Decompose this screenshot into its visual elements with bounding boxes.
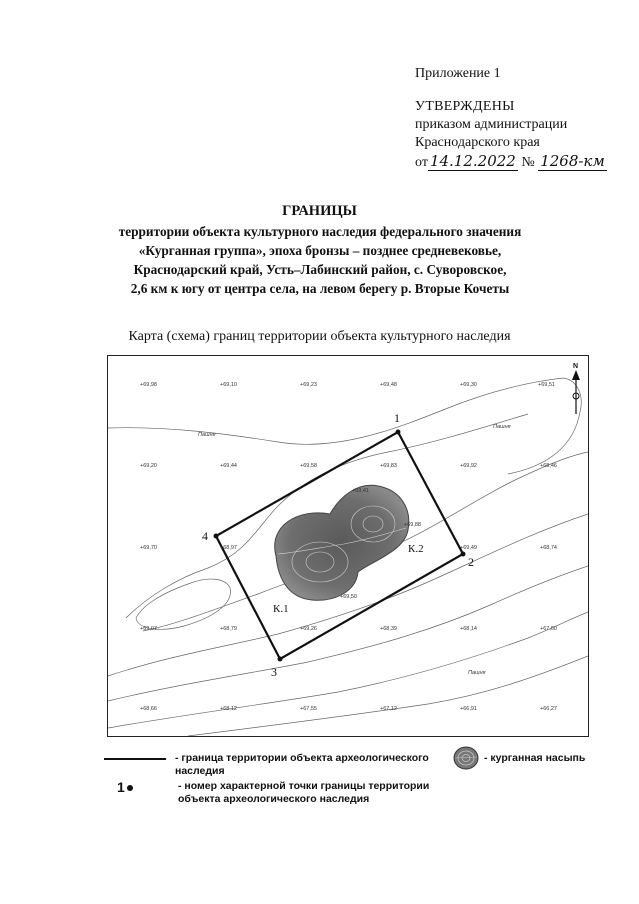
elevation-mark: +69,92 <box>460 463 477 469</box>
land-label: Пашня <box>468 670 486 676</box>
approval-block <box>415 98 607 172</box>
elevation-mark: +69,58 <box>300 463 317 469</box>
land-label: Пашня <box>493 424 511 430</box>
boundary-map <box>107 355 589 737</box>
elevation-mark: +69,23 <box>300 382 317 388</box>
elevation-mark: +69,83 <box>380 463 397 469</box>
elevation-mark: +69,44 <box>220 463 237 469</box>
point-label: 4 <box>202 529 208 543</box>
subtitle-line: территории объекта культурного наследия федерального значения <box>118 224 522 239</box>
elevation-mark: +69,88 <box>404 522 421 528</box>
approval-date-number <box>415 152 607 172</box>
number-prefix: № <box>521 155 535 170</box>
boundary-point-1 <box>396 430 401 435</box>
elevation-mark: +69,48 <box>380 382 397 388</box>
elevation-mark: +69,20 <box>140 463 157 469</box>
elevation-mark: +68,74 <box>540 545 557 551</box>
elevation-mark: +69,49 <box>460 545 477 551</box>
subtitle-line: 2,6 км к югу от центра села, на левом берегу р. Вторые Кочеты <box>130 281 510 296</box>
elevation-mark: +68,46 <box>540 463 557 469</box>
legend-boundary-text: - граница территории объекта археологического наследия <box>175 752 429 777</box>
mound-legend-icon <box>453 746 479 770</box>
date-value: 14.12.2022 <box>429 152 516 170</box>
elevation-mark: +69,70 <box>140 545 157 551</box>
elevation-mark: +69,50 <box>340 594 357 600</box>
point-label: 2 <box>468 555 474 569</box>
north-label: N <box>573 363 579 370</box>
elevation-mark: +69,51 <box>538 382 555 388</box>
elevation-mark: +66,91 <box>460 706 477 712</box>
boundary-point-2 <box>461 552 466 557</box>
date-prefix: от <box>415 155 428 170</box>
elevation-mark: +68,79 <box>220 626 237 632</box>
elevation-mark: +69,10 <box>220 382 237 388</box>
elevation-mark: +68,12 <box>220 706 237 712</box>
elevation-mark: +68,66 <box>140 706 157 712</box>
elevation-mark: +68,14 <box>460 626 477 632</box>
elevation-mark: +69,07 <box>140 626 157 632</box>
number-value: 1268-км <box>540 152 605 170</box>
elevation-mark: +67,60 <box>540 626 557 632</box>
approved-line-1: приказом администрации <box>415 117 568 132</box>
elevation-mark: +69,98 <box>140 382 157 388</box>
boundary-point-3 <box>278 657 283 662</box>
land-label: Пашня <box>198 432 216 438</box>
map-svg <box>108 356 588 736</box>
legend-boundary-line <box>104 758 166 760</box>
document-title: ГРАНИЦЫ <box>282 203 357 219</box>
boundary-point-4 <box>214 534 219 539</box>
mound-label: К.1 <box>273 603 289 615</box>
elevation-mark: +68,97 <box>220 545 237 551</box>
appendix-label: Приложение 1 <box>415 66 501 81</box>
elevation-mark: +69,26 <box>300 626 317 632</box>
subtitle-line: «Курганная группа», эпоха бронзы – позднее средневековье, <box>138 243 502 258</box>
legend-point-text: - номер характерной точки границы территории объекта археологического наследия <box>178 780 430 805</box>
mound-label: К.2 <box>408 543 424 555</box>
elevation-mark: +69,41 <box>352 488 369 494</box>
elevation-mark: +67,55 <box>300 706 317 712</box>
elevation-mark: +66,27 <box>540 706 557 712</box>
subtitle-line: Краснодарский край, Усть–Лабинский район, с. Суворовское, <box>133 262 507 277</box>
elevation-mark: +69,30 <box>460 382 477 388</box>
kurgan-mounds <box>275 485 409 600</box>
document-subtitle <box>100 222 540 298</box>
map-caption: Карта (схема) границ территории объекта культурного наследия <box>128 329 511 344</box>
point-label: 1 <box>394 411 400 425</box>
point-label: 3 <box>271 665 277 679</box>
legend-mound-text: - курганная насыпь <box>484 752 586 764</box>
legend-point-symbol: 1 <box>117 779 133 795</box>
approved-title: УТВЕРЖДЕНЫ <box>415 99 515 114</box>
elevation-mark: +67,12 <box>380 706 397 712</box>
elevation-mark: +68,39 <box>380 626 397 632</box>
approved-line-2: Краснодарского края <box>415 135 540 150</box>
north-arrow-icon <box>572 363 580 414</box>
